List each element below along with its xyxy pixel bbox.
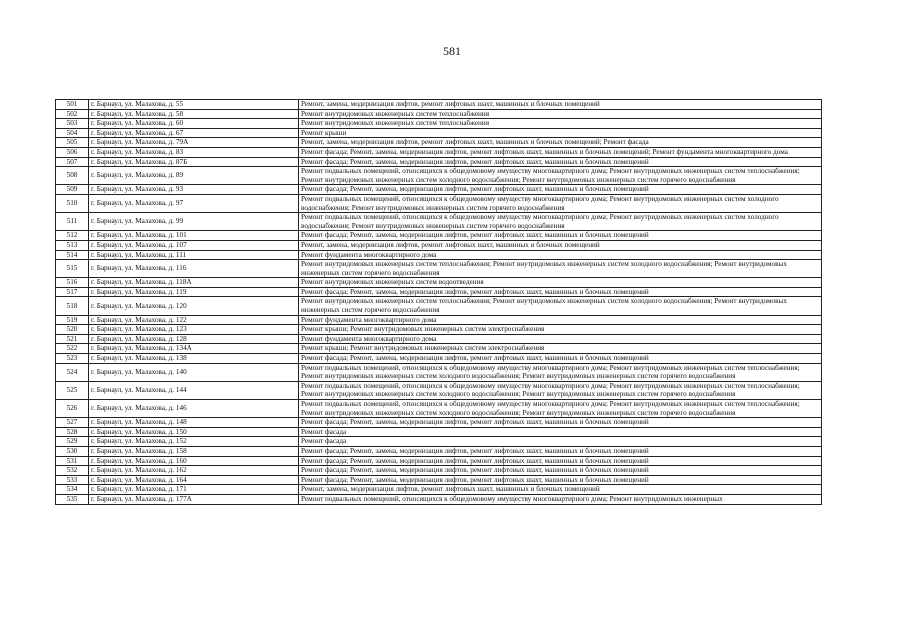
row-number-cell: 514 xyxy=(56,250,89,260)
row-number-cell: 527 xyxy=(56,418,89,428)
row-number-cell: 508 xyxy=(56,167,89,185)
work-type-cell: Ремонт фасада; Ремонт, замена, модернизация лифтов, ремонт лифтовых шахт, машинных и блочных помещений xyxy=(299,418,822,428)
table-row xyxy=(56,231,822,241)
work-type-cell: Ремонт фасада; Ремонт, замена, модернизация лифтов, ремонт лифтовых шахт, машинных и блочных помещений xyxy=(299,466,822,476)
address-cell: г. Барнаул, ул. Малахова, д. 164 xyxy=(89,475,299,485)
table-row xyxy=(56,456,822,466)
address-cell: г. Барнаул, ул. Малахова, д. 101 xyxy=(89,231,299,241)
work-type-cell: Ремонт фасада; Ремонт, замена, модернизация лифтов, ремонт лифтовых шахт, машинных и блочных помещений; Ремонт фундамента многоквартирного дома xyxy=(299,147,822,157)
table-row xyxy=(56,128,822,138)
row-number-cell: 502 xyxy=(56,109,89,119)
address-cell: г. Барнаул, ул. Малахова, д. 122 xyxy=(89,315,299,325)
work-type-cell: Ремонт, замена, модернизация лифтов, ремонт лифтовых шахт, машинных и блочных помещений xyxy=(299,100,822,110)
work-type-cell: Ремонт фасада; Ремонт, замена, модернизация лифтов, ремонт лифтовых шахт, машинных и блочных помещений xyxy=(299,231,822,241)
table-row xyxy=(56,354,822,364)
table-row xyxy=(56,100,822,110)
table-row xyxy=(56,418,822,428)
table-row xyxy=(56,494,822,504)
work-type-cell: Ремонт фасада; Ремонт, замена, модернизация лифтов, ремонт лифтовых шахт, машинных и блочных помещений xyxy=(299,157,822,167)
address-cell: г. Барнаул, ул. Малахова, д. 107 xyxy=(89,240,299,250)
address-cell: г. Барнаул, ул. Малахова, д. 93 xyxy=(89,185,299,195)
row-number-cell: 524 xyxy=(56,363,89,381)
row-number-cell: 510 xyxy=(56,194,89,212)
row-number-cell: 534 xyxy=(56,485,89,495)
row-number-cell: 530 xyxy=(56,446,89,456)
row-number-cell: 529 xyxy=(56,437,89,447)
work-type-cell: Ремонт фундамента многоквартирного дома xyxy=(299,334,822,344)
row-number-cell: 531 xyxy=(56,456,89,466)
work-type-cell: Ремонт, замена, модернизация лифтов, ремонт лифтовых шахт, машинных и блочных помещений xyxy=(299,485,822,495)
address-cell: г. Барнаул, ул. Малахова, д. 119 xyxy=(89,287,299,297)
address-cell: г. Барнаул, ул. Малахова, д. 152 xyxy=(89,437,299,447)
work-type-cell: Ремонт фундамента многоквартирного дома xyxy=(299,250,822,260)
table-row xyxy=(56,147,822,157)
work-type-cell: Ремонт внутридомовых инженерных систем теплоснабжения xyxy=(299,109,822,119)
row-number-cell: 520 xyxy=(56,325,89,335)
row-number-cell: 516 xyxy=(56,278,89,288)
register-table xyxy=(55,99,822,505)
address-cell: г. Барнаул, ул. Малахова, д. 162 xyxy=(89,466,299,476)
table-row xyxy=(56,185,822,195)
address-cell: г. Барнаул, ул. Малахова, д. 79А xyxy=(89,138,299,148)
row-number-cell: 503 xyxy=(56,119,89,129)
table-row xyxy=(56,400,822,418)
page-number: 581 xyxy=(443,44,461,58)
address-cell: г. Барнаул, ул. Малахова, д. 89 xyxy=(89,167,299,185)
work-type-cell: Ремонт подвальных помещений, относящихся к общедомовому имуществу многоквартирного дома; Ремонт внутридомовых инженерных систем теплоснабжения; Ремонт внутридомовых инженерных систем холодного водоснабжения; Ремонт внутридомовых инженерных систем горячего водоснабжения xyxy=(299,167,822,185)
address-cell: г. Барнаул, ул. Малахова, д. 87Б xyxy=(89,157,299,167)
table-row xyxy=(56,475,822,485)
table-row xyxy=(56,381,822,399)
work-type-cell: Ремонт подвальных помещений, относящихся к общедомовому имуществу многоквартирного дома; Ремонт внутридомовых инженерных систем теплоснабжения; Ремонт внутридомовых инженерных систем холодного водоснабжения; Ремонт внутридомовых инженерных систем горячего водоснабжения xyxy=(299,400,822,418)
address-cell: г. Барнаул, ул. Малахова, д. 120 xyxy=(89,297,299,315)
table-row xyxy=(56,446,822,456)
row-number-cell: 506 xyxy=(56,147,89,157)
row-number-cell: 528 xyxy=(56,427,89,437)
address-cell: г. Барнаул, ул. Малахова, д. 150 xyxy=(89,427,299,437)
address-cell: г. Барнаул, ул. Малахова, д. 177А xyxy=(89,494,299,504)
work-type-cell: Ремонт, замена, модернизация лифтов, ремонт лифтовых шахт, машинных и блочных помещений; Ремонт фасада xyxy=(299,138,822,148)
table-row xyxy=(56,240,822,250)
work-type-cell: Ремонт фасада; Ремонт, замена, модернизация лифтов, ремонт лифтовых шахт, машинных и блочных помещений xyxy=(299,456,822,466)
address-cell: г. Барнаул, ул. Малахова, д. 55 xyxy=(89,100,299,110)
row-number-cell: 511 xyxy=(56,213,89,231)
table-row xyxy=(56,157,822,167)
address-cell: г. Барнаул, ул. Малахова, д. 123 xyxy=(89,325,299,335)
work-type-cell: Ремонт фасада; Ремонт, замена, модернизация лифтов, ремонт лифтовых шахт, машинных и блочных помещений xyxy=(299,446,822,456)
address-cell: г. Барнаул, ул. Малахова, д. 67 xyxy=(89,128,299,138)
work-type-cell: Ремонт фасада xyxy=(299,437,822,447)
table-row xyxy=(56,485,822,495)
row-number-cell: 532 xyxy=(56,466,89,476)
work-type-cell: Ремонт крыши xyxy=(299,128,822,138)
address-cell: г. Барнаул, ул. Малахова, д. 138 xyxy=(89,354,299,364)
work-type-cell: Ремонт подвальных помещений, относящихся к общедомовому имуществу многоквартирного дома; Ремонт внутридомовых инженерных систем теплоснабжения; Ремонт внутридомовых инженерных систем холодного водоснабжения; Ремонт внутридомовых инженерных систем горячего водоснабжения xyxy=(299,363,822,381)
work-type-cell: Ремонт подвальных помещений, относящихся к общедомовому имуществу многоквартирного дома; Ремонт внутридомовых инженерных систем холодного водоснабжения; Ремонт внутридомовых инженерных систем горячего водоснабжения xyxy=(299,194,822,212)
address-cell: г. Барнаул, ул. Малахова, д. 116 xyxy=(89,260,299,278)
row-number-cell: 512 xyxy=(56,231,89,241)
work-type-cell: Ремонт фасада xyxy=(299,427,822,437)
work-type-cell: Ремонт подвальных помещений, относящихся к общедомовому имуществу многоквартирного дома; Ремонт внутридомовых инженерных систем теплоснабжения; Ремонт внутридомовых инженерных систем холодного водоснабжения; Ремонт внутридомовых инженерных систем горячего водоснабжения xyxy=(299,381,822,399)
address-cell: г. Барнаул, ул. Малахова, д. 128 xyxy=(89,334,299,344)
row-number-cell: 507 xyxy=(56,157,89,167)
table-row xyxy=(56,334,822,344)
row-number-cell: 519 xyxy=(56,315,89,325)
address-cell: г. Барнаул, ул. Малахова, д. 99 xyxy=(89,213,299,231)
row-number-cell: 509 xyxy=(56,185,89,195)
work-type-cell: Ремонт крыши; Ремонт внутридомовых инженерных систем электроснабжения xyxy=(299,325,822,335)
table-row xyxy=(56,260,822,278)
work-type-cell: Ремонт крыши; Ремонт внутридомовых инженерных систем электроснабжения xyxy=(299,344,822,354)
work-type-cell: Ремонт подвальных помещений, относящихся к общедомовому имуществу многоквартирного дома; Ремонт внутридомовых инженерных xyxy=(299,494,822,504)
row-number-cell: 518 xyxy=(56,297,89,315)
address-cell: г. Барнаул, ул. Малахова, д. 111 xyxy=(89,250,299,260)
work-type-cell: Ремонт фундамента многоквартирного дома xyxy=(299,315,822,325)
table-row xyxy=(56,466,822,476)
work-type-cell: Ремонт фасада; Ремонт, замена, модернизация лифтов, ремонт лифтовых шахт, машинных и блочных помещений xyxy=(299,185,822,195)
address-cell: г. Барнаул, ул. Малахова, д. 158 xyxy=(89,446,299,456)
address-cell: г. Барнаул, ул. Малахова, д. 144 xyxy=(89,381,299,399)
address-cell: г. Барнаул, ул. Малахова, д. 140 xyxy=(89,363,299,381)
table-row xyxy=(56,167,822,185)
work-type-cell: Ремонт внутридомовых инженерных систем теплоснабжения xyxy=(299,119,822,129)
row-number-cell: 501 xyxy=(56,100,89,110)
address-cell: г. Барнаул, ул. Малахова, д. 58 xyxy=(89,109,299,119)
address-cell: г. Барнаул, ул. Малахова, д. 148 xyxy=(89,418,299,428)
address-cell: г. Барнаул, ул. Малахова, д. 146 xyxy=(89,400,299,418)
row-number-cell: 513 xyxy=(56,240,89,250)
row-number-cell: 504 xyxy=(56,128,89,138)
table-row xyxy=(56,109,822,119)
table-row xyxy=(56,194,822,212)
address-cell: г. Барнаул, ул. Малахова, д. 171 xyxy=(89,485,299,495)
table-row xyxy=(56,119,822,129)
work-type-cell: Ремонт внутридомовых инженерных систем теплоснабжения; Ремонт внутридомовых инженерных систем холодного водоснабжения; Ремонт внутридомовых инженерных систем горячего водоснабжения xyxy=(299,297,822,315)
row-number-cell: 522 xyxy=(56,344,89,354)
table-row xyxy=(56,344,822,354)
address-cell: г. Барнаул, ул. Малахова, д. 160 xyxy=(89,456,299,466)
table-row xyxy=(56,363,822,381)
work-type-cell: Ремонт фасада; Ремонт, замена, модернизация лифтов, ремонт лифтовых шахт, машинных и блочных помещений xyxy=(299,287,822,297)
work-type-cell: Ремонт фасада; Ремонт, замена, модернизация лифтов, ремонт лифтовых шахт, машинных и блочных помещений xyxy=(299,475,822,485)
table-row xyxy=(56,250,822,260)
table-row xyxy=(56,437,822,447)
row-number-cell: 505 xyxy=(56,138,89,148)
address-cell: г. Барнаул, ул. Малахова, д. 60 xyxy=(89,119,299,129)
row-number-cell: 525 xyxy=(56,381,89,399)
work-type-cell: Ремонт внутридомовых инженерных систем теплоснабжения; Ремонт внутридомовых инженерных систем холодного водоснабжения; Ремонт внутридомовых инженерных систем горячего водоснабжения xyxy=(299,260,822,278)
work-type-cell: Ремонт, замена, модернизация лифтов, ремонт лифтовых шахт, машинных и блочных помещений xyxy=(299,240,822,250)
table-row xyxy=(56,427,822,437)
table-row xyxy=(56,297,822,315)
table-row xyxy=(56,325,822,335)
address-cell: г. Барнаул, ул. Малахова, д. 97 xyxy=(89,194,299,212)
row-number-cell: 535 xyxy=(56,494,89,504)
table-row xyxy=(56,278,822,288)
row-number-cell: 523 xyxy=(56,354,89,364)
row-number-cell: 526 xyxy=(56,400,89,418)
table-row xyxy=(56,287,822,297)
address-cell: г. Барнаул, ул. Малахова, д. 134А xyxy=(89,344,299,354)
table-row xyxy=(56,138,822,148)
row-number-cell: 517 xyxy=(56,287,89,297)
table-row xyxy=(56,315,822,325)
work-type-cell: Ремонт фасада; Ремонт, замена, модернизация лифтов, ремонт лифтовых шахт, машинных и блочных помещений xyxy=(299,354,822,364)
work-type-cell: Ремонт подвальных помещений, относящихся к общедомовому имуществу многоквартирного дома; Ремонт внутридомовых инженерных систем холодного водоснабжения; Ремонт внутридомовых инженерных систем горячего водоснабжения xyxy=(299,213,822,231)
row-number-cell: 521 xyxy=(56,334,89,344)
work-type-cell: Ремонт внутридомовых инженерных систем водоотведения xyxy=(299,278,822,288)
row-number-cell: 515 xyxy=(56,260,89,278)
table-row xyxy=(56,213,822,231)
address-cell: г. Барнаул, ул. Малахова, д. 118А xyxy=(89,278,299,288)
row-number-cell: 533 xyxy=(56,475,89,485)
address-cell: г. Барнаул, ул. Малахова, д. 83 xyxy=(89,147,299,157)
